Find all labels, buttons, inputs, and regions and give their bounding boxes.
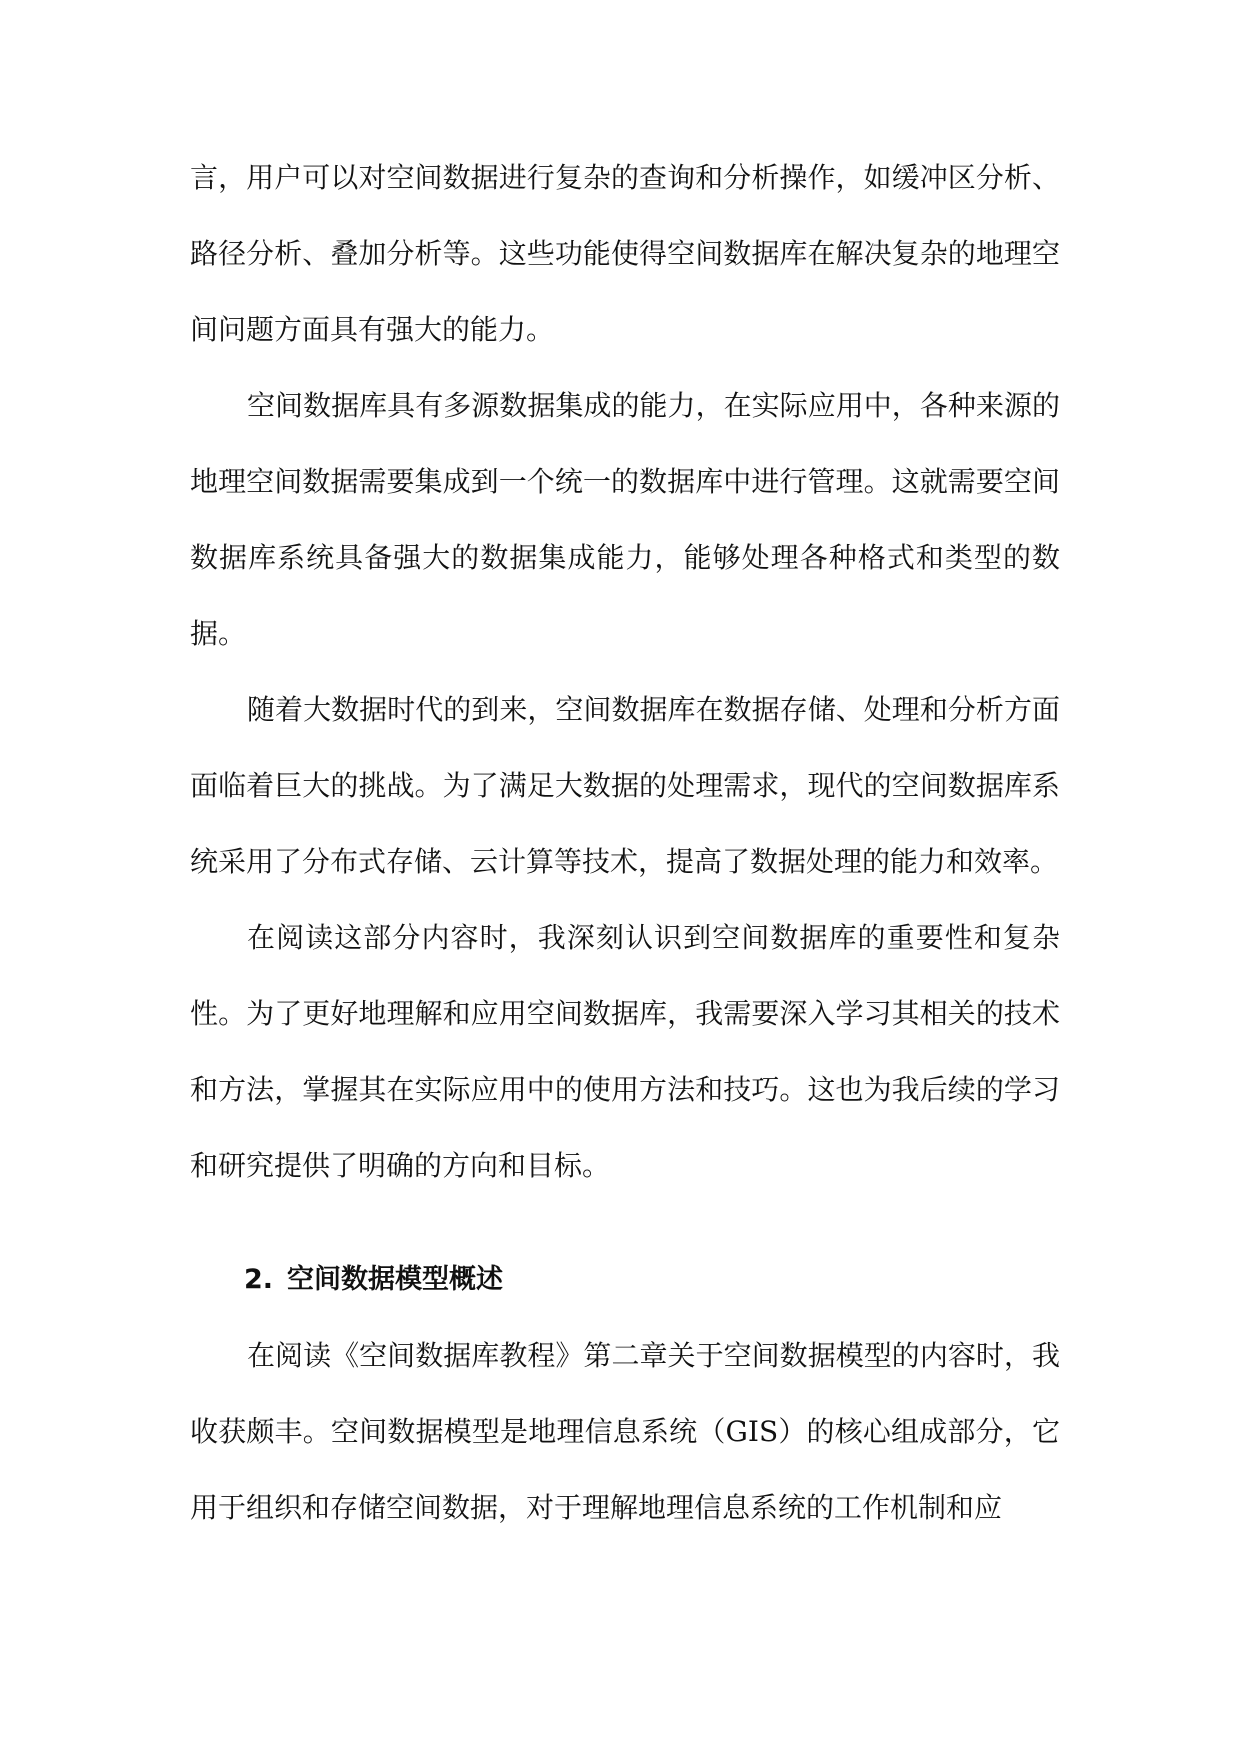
paragraph-reflection: 在阅读这部分内容时，我深刻认识到空间数据库的重要性和复杂性。为了更好地理解和应用空间数据库，我需要深入学习其相关的技术和方法，掌握其在实际应用中的使用方法和技巧。这也为我后续的学习和研究提供了明确的方向和目标。: [190, 921, 1060, 1182]
paragraph-data-integration: 空间数据库具有多源数据集成的能力，在实际应用中，各种来源的地理空间数据需要集成到一个统一的数据库中进行管理。这就需要空间数据库系统具备强大的数据集成能力，能够处理各种格式和类型的数据。: [190, 389, 1060, 650]
section-title: 空间数据模型概述: [287, 1264, 504, 1295]
paragraph-section-intro: 在阅读《空间数据库教程》第二章关于空间数据模型的内容时，我收获颇丰。空间数据模型是地理信息系统（GIS）的核心组成部分，它用于组织和存储空间数据，对于理解地理信息系统的工作机制和应: [190, 1339, 1060, 1524]
paragraph-big-data: 随着大数据时代的到来，空间数据库在数据存储、处理和分析方面面临着巨大的挑战。为了满足大数据的处理需求，现代的空间数据库系统采用了分布式存储、云计算等技术，提高了数据处理的能力和效率。: [190, 693, 1060, 878]
document-body: [190, 140, 1060, 1546]
section-number: 2.: [244, 1264, 274, 1295]
paragraph-continuation: 言，用户可以对空间数据进行复杂的查询和分析操作，如缓冲区分析、路径分析、叠加分析等。这些功能使得空间数据库在解决复杂的地理空间问题方面具有强大的能力。: [190, 161, 1060, 346]
section-heading: [190, 1242, 1060, 1318]
